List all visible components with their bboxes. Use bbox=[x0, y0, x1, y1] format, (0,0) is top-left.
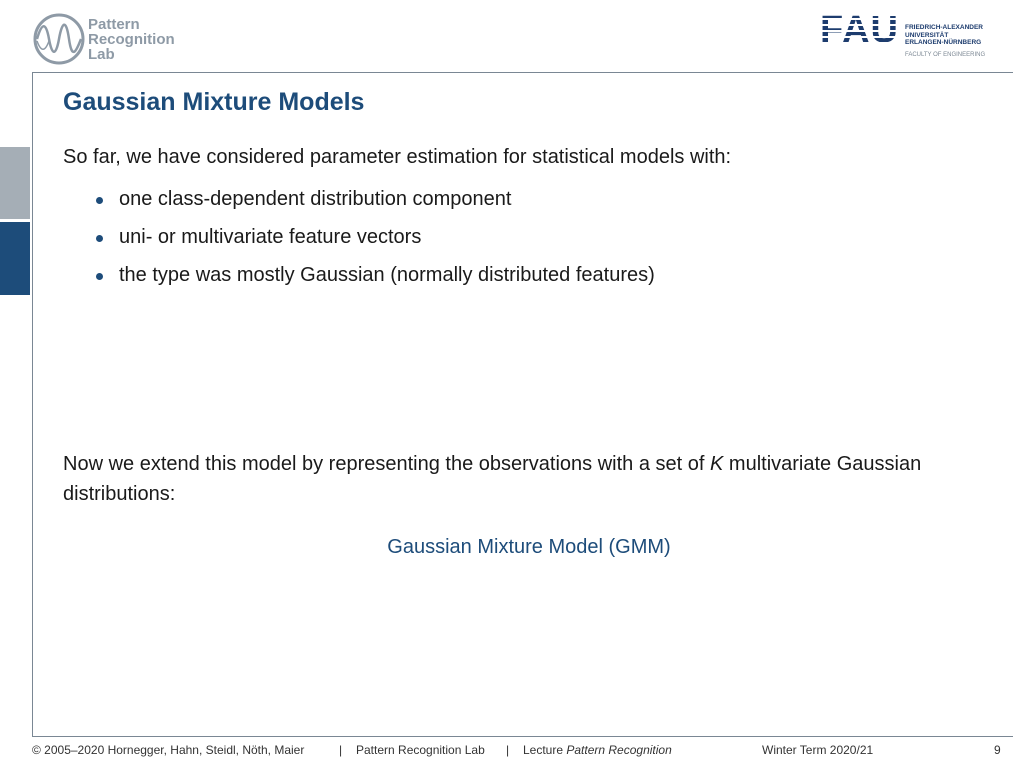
bullet-text: uni- or multivariate feature vectors bbox=[119, 226, 422, 248]
bullet-dot-icon bbox=[96, 235, 103, 242]
footer-lecture bbox=[523, 743, 672, 757]
slide-title: Gaussian Mixture Models bbox=[63, 88, 365, 116]
bullet-item bbox=[96, 226, 655, 264]
lab-logo-line: Pattern bbox=[88, 15, 140, 33]
footer-term: Winter Term 2020/21 bbox=[762, 743, 874, 757]
bullet-dot-icon bbox=[96, 197, 103, 204]
extension-paragraph bbox=[63, 449, 983, 509]
footer-lecture-prefix: Lecture bbox=[523, 743, 567, 757]
section-marker-previous bbox=[0, 147, 30, 219]
fau-name-line: UNIVERSITÄT bbox=[905, 31, 949, 39]
bullet-item bbox=[96, 188, 655, 226]
fau-name-line: ERLANGEN-NÜRNBERG bbox=[905, 39, 982, 46]
footer-separator: | bbox=[339, 743, 343, 757]
bullet-text: the type was mostly Gaussian (normally distributed features) bbox=[119, 264, 655, 286]
lab-logo-icon bbox=[32, 12, 86, 66]
footer-lecture-name: Pattern Recognition bbox=[566, 743, 672, 757]
paragraph-text: Now we extend this model by representing the observations with a set of bbox=[63, 453, 711, 475]
fau-name-line: FRIEDRICH-ALEXANDER bbox=[905, 24, 983, 31]
pattern-recognition-lab-logo bbox=[32, 12, 175, 66]
bullet-list bbox=[96, 188, 655, 302]
intro-text: So far, we have considered parameter estimation for statistical models with: bbox=[63, 146, 732, 168]
lab-logo-text bbox=[88, 17, 175, 62]
lab-logo-line: Recognition bbox=[88, 30, 175, 48]
footer-copyright: © 2005–2020 Hornegger, Hahn, Steidl, Nöth, Maier bbox=[32, 743, 305, 757]
bullet-dot-icon bbox=[96, 273, 103, 280]
paragraph-text: multivariate Gaussian distributions: bbox=[63, 453, 922, 505]
fau-logo bbox=[820, 14, 985, 58]
k-variable: K bbox=[710, 453, 724, 475]
lab-logo-line: Lab bbox=[88, 45, 115, 63]
footer-lab: Pattern Recognition Lab bbox=[356, 743, 485, 757]
fau-wordmark: FAU bbox=[820, 14, 899, 46]
page-number: 9 bbox=[994, 743, 1001, 757]
bullet-text: one class-dependent distribution component bbox=[119, 188, 512, 210]
bullet-item bbox=[96, 264, 655, 302]
footer-separator: | bbox=[506, 743, 510, 757]
slide-frame bbox=[32, 72, 1013, 737]
section-marker-current bbox=[0, 222, 30, 295]
gmm-highlight: Gaussian Mixture Model (GMM) bbox=[387, 536, 671, 558]
fau-faculty: FACULTY OF ENGINEERING bbox=[905, 51, 986, 58]
